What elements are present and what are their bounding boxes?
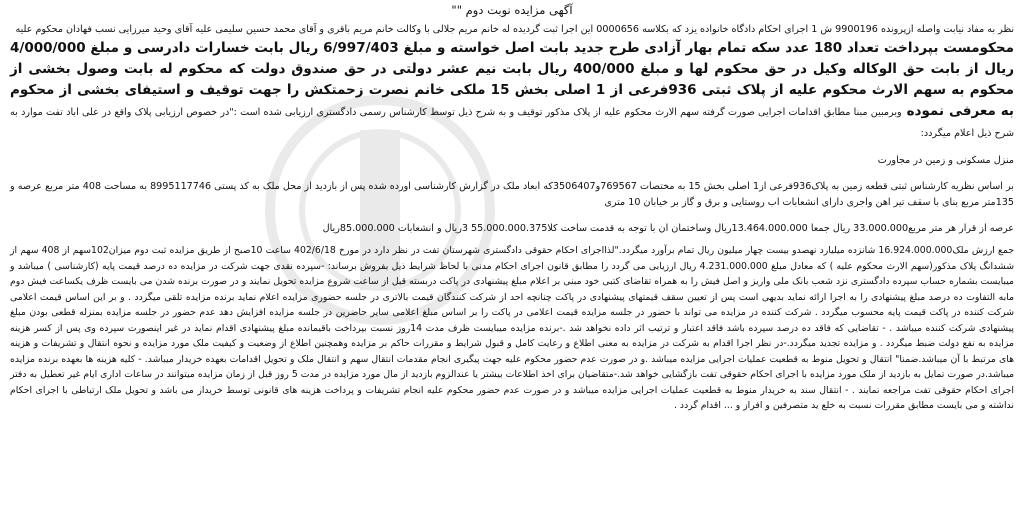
- intro-text: نظر به مفاد نیابت واصله ازپرونده 9900196 ش 1 اجرای احکام دادگاه خانواده یزد که بکلاسه 0000656 این اجرا ثبت گردیده له خانم مریم جلالی با وکالت خانم مریم باقری و آقای محمد حسین سلیمی علیه آقای وحید میرزایی نسب فهادان محکوم علیه: [15, 24, 1014, 35]
- judgment-summary: [10, 38, 1014, 143]
- judgment-tail-text: وبرمبین مبنا مطابق اقدامات اجرایی صورت گرفته سهم الارث محکوم علیه از پلاک مذکور توقیف و به شرح ذیل توسط کارشناس رسمی دادگستری ارزیابی شده است :"در خصوص ارزیابی پلاک واقع در علی اباد تفت موارد به شرح ذیل اعلام میگردد:: [10, 107, 1014, 139]
- property-description: بر اساس نظریه کارشناس ثبتی قطعه زمین به پلاک936فرعی از1 اصلی بخش 15 به مختصات 769567و3506407که ابعاد ملک در گزارش کارشناسی اورده شده پس از بازدید از محل ملک به کد پستی 8995117746 به مساحت 408 متر مربع عرصه و 135متر مربع بنای با سقف تیر اهن واجری دارای انشعابات اب روستایی و برق و گاز بر خیابان 10 متری: [10, 181, 1014, 208]
- property-type: منزل مسکونی و زمین در مجاورت: [877, 155, 1014, 166]
- notice-title: آگهی مزایده نوبت دوم "": [451, 3, 573, 17]
- auction-terms: جمع ارزش ملک16.924.000.000 شانزده میلیارد نهصدو بیست چهار میلیون ریال تمام برآورد میگردد."لذااجرای احکام حقوقی دادگستری شهرستان تفت در نظر دارد در مورخ 402/6/18 ساعت 10صبح از طریق مزایده ثبت دوم میزان102سهم از 408 سهم از ششدانگ پلاک مذکور(سهم الارث محکوم علیه ) که معادل مبلغ 4.231.000.000 ریال ارزیابی می گردد را مطابق قانون اجرای احکام مدنی با لحاظ شرایط ذیل بفروش برساند: -سپرده نقدی جهت شرکت در مزایده ده درصد قیمت پایه (کارشناسی ) میباشد و میبایست بشماره حساب سپرده دادگستری نزد شعب بانک ملی واریز و اصل فیش را به همراه تقاضای کتبی خود مبنی بر اعلام مبلغ پیشنهادی در پاکت دربسته قبل از ساعت شروع مزایده تحویل نمایند و در صورت برنده شدن می بایست ظرف یکساعت فیش دوم مابه التفاوت ده درصد مبلغ پیشنهادی را به اجرا ارائه نماید بدیهی است پس از تعیین سقف قیمتهای پیشنهادی در پاکت چنانچه احد از شرکت کنندگان قیمت بالاتری در جلسه حضوری مزایده اعلام نماید برنده مزایده تلقی میگردد . و بر این اساس قیمت اعلامی شرکت کننده در پاکت قیمت پایه محسوب میگردد . شرکت کننده در مزایده می تواند با حضور در جلسه مزایده قیمت اعلامی در پاکت را بر اساس مبلغ اعلامی سایر حاضرین در جلسه مزایده افزایش دهد عدم حضور در جلسه مزایده بمنزله قطعی بودن مبلغ پیشنهادی شرکت کننده میباشد . - تقاضایی که فاقد ده درصد سپرده باشد فاقد اعتبار و ترتیب اثر داده نخواهد شد .-برنده مزایده میبایست ظرف مدت 14روز نسبت بپرداخت باقیمانده مبلغ پیشنهادی اقدام نماید در غیر اینصورت سپرده وی پس از کسر هزینه مزایده به نفع دولت ضبط میگردد . و مزایده تجدید میگردد.-در نظر اجرا اقدام به شرکت در مزایده به معنی اطلاع و رعایت کامل و قبول شرایط و مقررات حاکم بر مزایده وهمچنین اطلاع از وضعیت و کیفیت ملک مورد مزایده و نحوه انتقال و تشریفات و هزینه های مرتبط با آن میباشد.ضمنا" انتقال و تحویل منوط به قطعیت عملیات اجرایی مزایده میباشد .و در صورت عدم حضور محکوم علیه جهت پیگیری انجام مقدمات انتقال سهم و انتقال ملک و تحویل اقدامات بعهده خریدار میباشد. - کلیه هزینه ها بعهده برنده مزایده میباشد.در صورت تمایل به بازدید از ملک مورد مزایده با اجرای احکام حقوقی تفت بازگشایی خواهد شد.-متقاضیان برای اخذ اطلاعات بیشتر یا عندالزوم بازدید از مال مورد مزایده در مدت 5 روز قبل از زمان مزایده میتوانند در ساعات اداری ایام غیر تعطیل به دفتر اجرای احکام حقوقی تفت مراجعه نمایند . - انتقال سند به خریدار منوط به قطعیت عملیات اجرایی مزایده میباشد و در صورت عدم حضور محکوم علیه انجام تشریفات و پرداخت هزینه های قانونی توسط خریدار می باشد و تحویل ملک ارتباطی با اجرای احکام نداشته و می بایست مطابق مقررات نسبت به خلع ید متصرفین و افراز و ... اقدام گردد .: [10, 245, 1015, 411]
- judgment-bold-text: محکومست بپرداخت تعداد 180 عدد سکه تمام بهار آزادی طرح جدید بابت اصل خواسته و مبلغ 6/997/403 ریال بابت خسارات دادرسی و مبلغ 4/000/000 ریال از بابت حق الوکاله وکیل در حق محکوم لها و مبلغ 400/000 ریال بابت نیم عشر دولتی در حق صندوق دولت که محکوم له بابت وصول بخشی از محکوم به سهم الارث محکوم علیه از پلاک ثبتی 936فرعی از 1 اصلی بخش 15 ملکی خانم نصرت زحمتکش را جهت توقیف و استیفای بخشی از محکوم به معرفی نموده: [10, 40, 1015, 119]
- notice-intro: [10, 22, 1014, 38]
- property-valuation: عرصه از قرار هر متر مربع33.000.000 ریال جمعا 13.464.000.000ریال وساختمان ان با توجه به قدمت ساخت کلا55.000.000.375 3ریال و انشعابات 85.000.000ریال: [322, 223, 1014, 234]
